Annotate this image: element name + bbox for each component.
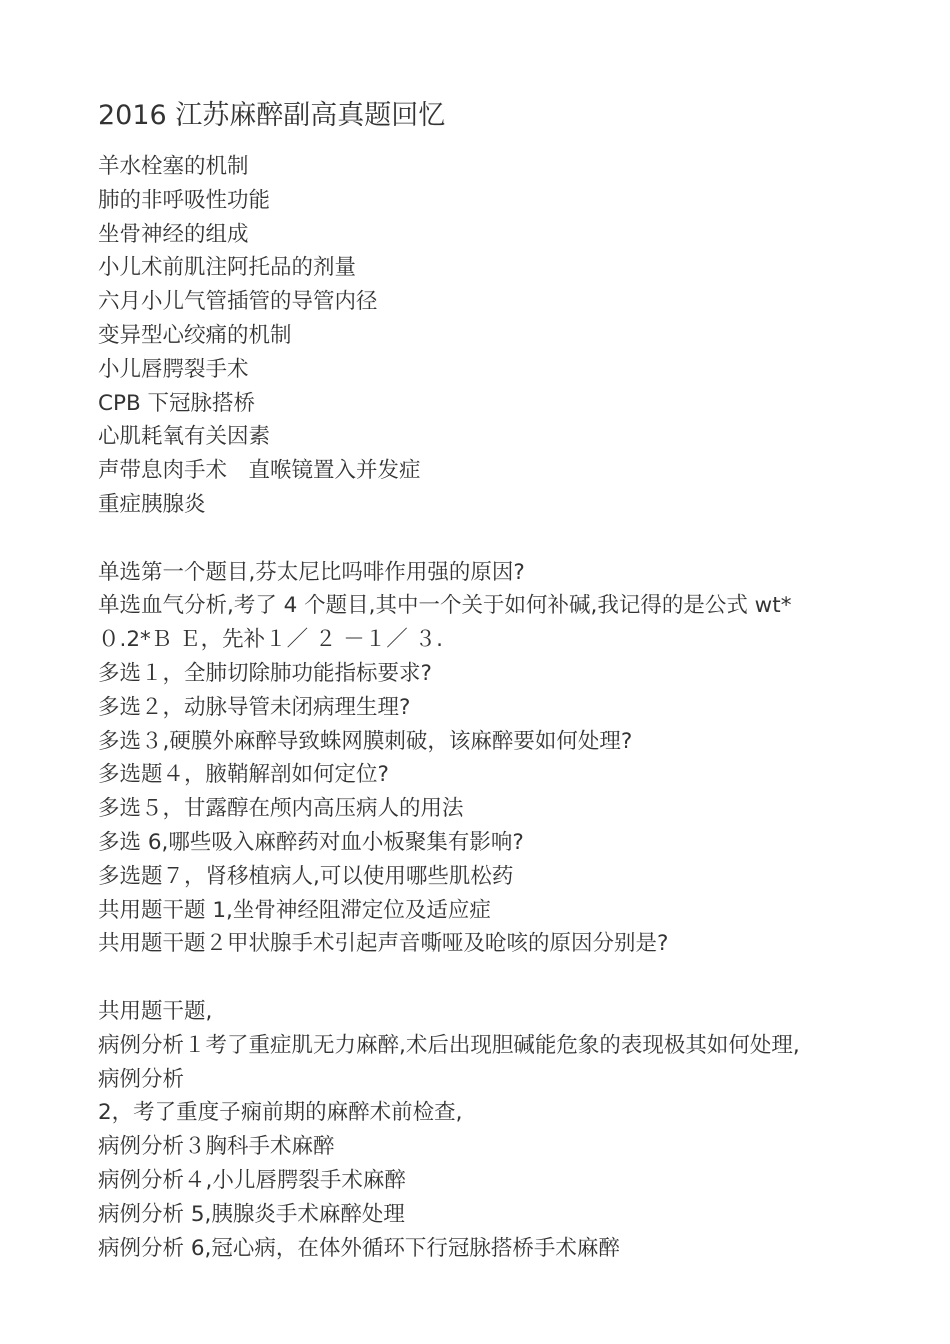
text-line: 共用题干题,	[98, 998, 213, 1024]
text-line: 多选２，动脉导管未闭病理生理?	[98, 694, 411, 720]
text-line: 病例分析 6,冠心病，在体外循环下行冠脉搭桥手术麻醉	[98, 1235, 620, 1261]
text-line: 重症胰腺炎	[98, 491, 206, 517]
page-title: 2016 江苏麻醉副高真题回忆	[98, 100, 446, 131]
text-line: 六月小儿气管插管的导管内径	[98, 289, 378, 315]
text-line: 共用题干题 1,坐骨神经阻滞定位及适应症	[98, 897, 491, 923]
text-line: 病例分析３胸科手术麻醉	[98, 1134, 335, 1160]
text-line: 病例分析４,小儿唇腭裂手术麻醉	[98, 1167, 406, 1193]
text-line: 多选５，甘露醇在颅内高压病人的用法	[98, 796, 464, 822]
text-line: 2，考了重度子痫前期的麻醉术前检查,	[98, 1100, 463, 1126]
text-line: 共用题干题２甲状腺手术引起声音嘶哑及呛咳的原因分别是?	[98, 931, 669, 957]
document-body	[98, 150, 918, 1265]
text-line: 肺的非呼吸性功能	[98, 187, 271, 213]
blank-line	[98, 961, 918, 995]
text-line: 多选题７，肾移植病人,可以使用哪些肌松药	[98, 863, 514, 889]
text-line: 羊水栓塞的机制	[98, 154, 249, 179]
text-line: 单选第一个题目,芬太尼比吗啡作用强的原因?	[98, 559, 525, 585]
text-line: 病例分析 5,胰腺炎手术麻醉处理	[98, 1201, 405, 1227]
document-page	[98, 98, 918, 1265]
text-line: 多选３,硬膜外麻醉导致蛛网膜刺破，该麻醉要如何处理?	[98, 728, 633, 754]
text-line: 小儿唇腭裂手术	[98, 356, 249, 382]
text-line: CPB 下冠脉搭桥	[98, 390, 256, 416]
text-line: ０.2*Ｂ Ｅ，先补１／ ２ －１／ ３.	[98, 627, 443, 653]
text-line: 病例分析	[98, 1066, 185, 1092]
text-line: 多选题４，腋鞘解剖如何定位?	[98, 762, 389, 788]
text-line: 多选１，全肺切除肺功能指标要求?	[98, 660, 432, 686]
text-line: 坐骨神经的组成	[98, 221, 249, 247]
text-line: 病例分析１考了重症肌无力麻醉,术后出现胆碱能危象的表现极其如何处理,	[98, 1032, 800, 1058]
blank-line	[98, 522, 918, 556]
text-line: 声带息肉手术 直喉镜置入并发症	[98, 458, 421, 484]
text-line: 多选 6,哪些吸入麻醉药对血小板聚集有影响?	[98, 829, 524, 855]
text-line: 变异型心绞痛的机制	[98, 322, 292, 348]
text-line: 单选血气分析,考了 4 个题目,其中一个关于如何补碱,我记得的是公式 wt*	[98, 593, 792, 619]
text-line: 小儿术前肌注阿托品的剂量	[98, 255, 357, 281]
text-line: 心肌耗氧有关因素	[98, 424, 271, 450]
